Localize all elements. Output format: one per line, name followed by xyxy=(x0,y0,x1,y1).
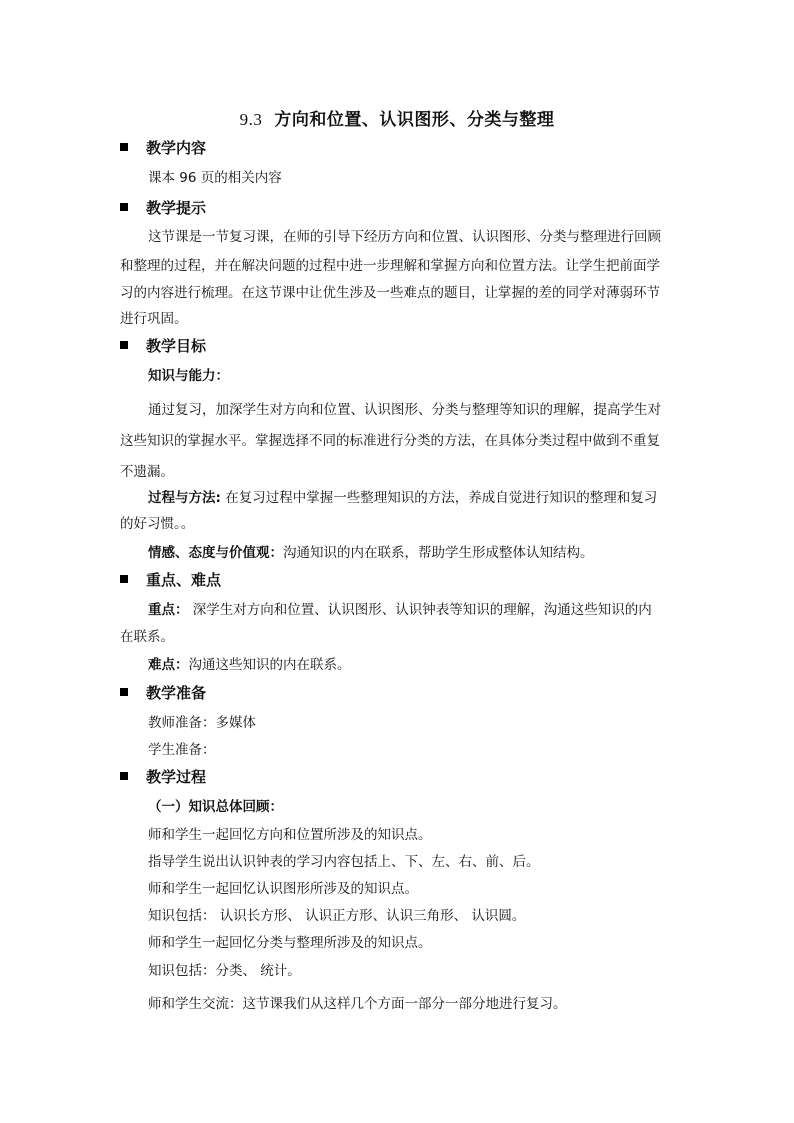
difficulty-line: 难点：沟通这些知识的内在联系。 xyxy=(148,657,351,673)
square-bullet-icon xyxy=(120,203,128,211)
knowledge-label: 知识与能力： xyxy=(148,368,229,384)
process-step-7: 师和学生交流：这节课我们从这样几个方面一部分一部分地进行复习。 xyxy=(148,996,567,1012)
title-number: 9.3 xyxy=(239,110,263,129)
section-heading-prep: 教学准备 xyxy=(120,682,206,704)
tips-line-4: 进行巩固。 xyxy=(120,311,188,327)
process-step-5: 师和学生一起回忆分类与整理所涉及的知识点。 xyxy=(148,935,432,951)
process-line-2: 的好习惯。。 xyxy=(120,516,195,532)
square-bullet-icon xyxy=(120,688,128,696)
process-step-6: 知识包括：分类、 统计。 xyxy=(148,963,301,979)
content-line: 课本 96 页的相关内容 xyxy=(148,170,282,186)
process-label: 过程与方法: xyxy=(148,490,221,506)
process-step-4: 知识包括： 认识长方形、 认识正方形、认识三角形、 认识圆。 xyxy=(148,908,526,924)
emotion-line: 情感、态度与价值观：沟通知识的内在联系，帮助学生形成整体认知结构。 xyxy=(148,545,594,561)
tips-line-3: 习的内容进行梳理。在这节课中让优生涉及一些难点的题目，让掌握的差的同学对薄弱环节 xyxy=(120,285,660,301)
page-title xyxy=(0,105,794,130)
section-heading-process: 教学过程 xyxy=(120,766,206,788)
key-label: 重点： xyxy=(148,602,189,618)
teacher-prep: 教师准备：多媒体 xyxy=(148,715,256,731)
key-line-1: 重点： 深学生对方向和位置、认识图形、认识钟表等知识的理解，沟通这些知识的内 xyxy=(148,602,652,618)
knowledge-line-2: 这些知识的掌握水平。掌握选择不同的标准进行分类的方法，在具体分类过程中做到不重复 xyxy=(120,433,660,449)
tips-line-1: 这节课是一节复习课，在师的引导下经历方向和位置、认识图形、分类与整理进行回顾 xyxy=(148,229,661,245)
section-heading-tips: 教学提示 xyxy=(120,197,206,219)
key-line-2: 在联系。 xyxy=(120,629,174,645)
square-bullet-icon xyxy=(120,341,128,349)
process-step-1: 师和学生一起回忆方向和位置所涉及的知识点。 xyxy=(148,827,432,843)
knowledge-line-3: 不遗漏。 xyxy=(120,464,174,480)
student-prep: 学生准备： xyxy=(148,742,216,758)
title-text: 方向和位置、认识图形、分类与整理 xyxy=(274,110,555,130)
section-heading-content: 教学内容 xyxy=(120,137,206,159)
process-step-3: 师和学生一起回忆认识图形所涉及的知识点。 xyxy=(148,881,418,897)
square-bullet-icon xyxy=(120,143,128,151)
process-line-1: 过程与方法: 在复习过程中掌握一些整理知识的方法，养成自觉进行知识的整理和复习 xyxy=(148,490,658,506)
tips-line-2: 和整理的过程，并在解决问题的过程中进一步理解和掌握方向和位置方法。让学生把前面学 xyxy=(120,258,660,274)
section-heading-key: 重点、难点 xyxy=(120,569,221,591)
difficulty-label: 难点： xyxy=(148,657,189,673)
emotion-label: 情感、态度与价值观： xyxy=(148,545,283,561)
square-bullet-icon xyxy=(120,575,128,583)
section-heading-goals: 教学目标 xyxy=(120,335,206,357)
process-step-2: 指导学生说出认识钟表的学习内容包括上、下、左、右、前、后。 xyxy=(148,854,540,870)
knowledge-line-1: 通过复习，加深学生对方向和位置、认识图形、分类与整理等知识的理解，提高学生对 xyxy=(148,402,661,418)
square-bullet-icon xyxy=(120,772,128,780)
review-subheading: （一）知识总体回顾： xyxy=(148,799,283,815)
